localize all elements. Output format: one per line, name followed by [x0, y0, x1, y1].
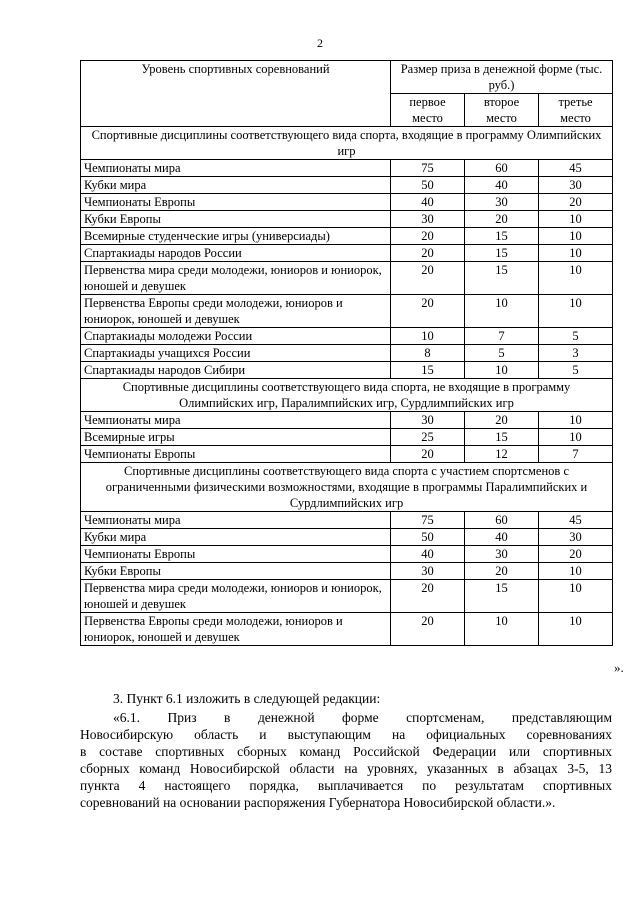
table-row: [81, 512, 613, 529]
prize-place-1: 50: [391, 177, 465, 194]
table-row: [81, 262, 613, 295]
paragraph-line: пункта 4 настоящего порядка, выплачивается по результатам спортивных: [80, 778, 612, 793]
table-row: [81, 345, 613, 362]
prize-place-3: 45: [539, 512, 613, 529]
competition-name: Чемпионаты Европы: [81, 194, 391, 211]
prize-place-1: 20: [391, 446, 465, 463]
table-row: [81, 412, 613, 429]
paragraph-line: соревнований на основании распоряжения Губернатора Новосибирской области.».: [80, 795, 556, 810]
competition-name: Чемпионаты Европы: [81, 446, 391, 463]
section-row: [81, 127, 613, 160]
competition-name: Кубки мира: [81, 529, 391, 546]
paragraph-line: в составе спортивных сборных команд Российской Федерации или спортивных: [80, 744, 612, 759]
prize-place-3: 45: [539, 160, 613, 177]
competition-name: Чемпионаты мира: [81, 512, 391, 529]
table-row: [81, 211, 613, 228]
closing-quote: ».: [614, 660, 624, 675]
prize-place-1: 30: [391, 412, 465, 429]
prize-place-3: 5: [539, 328, 613, 345]
prize-place-2: 15: [465, 228, 539, 245]
prize-place-1: 20: [391, 613, 465, 646]
section-title: Спортивные дисциплины соответствующего вида спорта, не входящие в программу Олимпийских игр, Паралимпийских игр, Сурдлимпийских игр: [81, 379, 613, 412]
prize-place-1: 30: [391, 211, 465, 228]
competition-name: Кубки мира: [81, 177, 391, 194]
prize-place-2: 40: [465, 177, 539, 194]
table-row: [81, 546, 613, 563]
header-place-2: второе место: [465, 94, 539, 127]
table-row: [81, 563, 613, 580]
prize-place-1: 20: [391, 295, 465, 328]
prize-place-2: 20: [465, 211, 539, 228]
prize-place-1: 25: [391, 429, 465, 446]
prize-place-1: 15: [391, 362, 465, 379]
prize-place-1: 10: [391, 328, 465, 345]
table-body: [81, 127, 613, 646]
header-prize: Размер приза в денежной форме (тыс. руб.): [391, 61, 613, 94]
prize-place-2: 60: [465, 160, 539, 177]
prize-place-2: 20: [465, 563, 539, 580]
prize-place-3: 10: [539, 228, 613, 245]
competition-name: Первенства мира среди молодежи, юниоров и юниорок, юношей и девушек: [81, 262, 391, 295]
paragraph-3: 3. Пункт 6.1 изложить в следующей редакции:: [113, 691, 381, 706]
prize-place-3: 10: [539, 211, 613, 228]
prize-place-1: 8: [391, 345, 465, 362]
prize-place-3: 5: [539, 362, 613, 379]
table-row: [81, 295, 613, 328]
prize-place-2: 7: [465, 328, 539, 345]
table-row: [81, 228, 613, 245]
prize-place-3: 10: [539, 262, 613, 295]
prize-table: [80, 60, 613, 646]
competition-name: Спартакиады учащихся России: [81, 345, 391, 362]
prize-place-3: 10: [539, 412, 613, 429]
prize-place-1: 75: [391, 512, 465, 529]
table-row: [81, 194, 613, 211]
prize-place-2: 40: [465, 529, 539, 546]
prize-place-2: 15: [465, 245, 539, 262]
prize-place-1: 40: [391, 546, 465, 563]
prize-place-3: 20: [539, 546, 613, 563]
header-place-1: первое место: [391, 94, 465, 127]
table-row: [81, 160, 613, 177]
prize-place-3: 30: [539, 177, 613, 194]
prize-place-3: 30: [539, 529, 613, 546]
prize-place-2: 20: [465, 412, 539, 429]
prize-place-3: 10: [539, 245, 613, 262]
prize-place-3: 10: [539, 580, 613, 613]
prize-place-1: 50: [391, 529, 465, 546]
competition-name: Первенства Европы среди молодежи, юниоров и юниорок, юношей и девушек: [81, 295, 391, 328]
section-row: [81, 379, 613, 412]
competition-name: Спартакиады народов Сибири: [81, 362, 391, 379]
table-row: [81, 613, 613, 646]
paragraph-6-1: [80, 709, 612, 811]
prize-place-2: 10: [465, 613, 539, 646]
competition-name: Чемпионаты мира: [81, 160, 391, 177]
table-row: [81, 529, 613, 546]
prize-place-3: 10: [539, 295, 613, 328]
competition-name: Всемирные студенческие игры (универсиады): [81, 228, 391, 245]
prize-place-2: 10: [465, 295, 539, 328]
section-title: Спортивные дисциплины соответствующего вида спорта, входящие в программу Олимпийских игр: [81, 127, 613, 160]
prize-place-2: 30: [465, 546, 539, 563]
prize-place-1: 20: [391, 245, 465, 262]
paragraph-line: «6.1. Приз в денежной форме спортсменам, представляющим: [113, 710, 612, 725]
paragraph-line: сборных команд Новосибирской области на уровнях, указанных в абзацах 3-5, 13: [80, 761, 612, 776]
section-title: Спортивные дисциплины соответствующего вида спорта с участием спортсменов с ограниченными физическими возможностями, входящие в программы Паралимпийских и Сурдлимпийских игр: [81, 463, 613, 512]
prize-place-1: 20: [391, 580, 465, 613]
prize-place-3: 7: [539, 446, 613, 463]
prize-place-1: 30: [391, 563, 465, 580]
header-level: Уровень спортивных соревнований: [81, 61, 391, 127]
competition-name: Первенства Европы среди молодежи, юниоров и юниорок, юношей и девушек: [81, 613, 391, 646]
header-place-3: третье место: [539, 94, 613, 127]
prize-place-2: 60: [465, 512, 539, 529]
competition-name: Спартакиады молодежи России: [81, 328, 391, 345]
prize-place-2: 5: [465, 345, 539, 362]
competition-name: Спартакиады народов России: [81, 245, 391, 262]
prize-place-1: 20: [391, 262, 465, 295]
competition-name: Первенства мира среди молодежи, юниоров и юниорок, юношей и девушек: [81, 580, 391, 613]
prize-place-1: 75: [391, 160, 465, 177]
prize-place-1: 40: [391, 194, 465, 211]
competition-name: Кубки Европы: [81, 211, 391, 228]
table-row: [81, 245, 613, 262]
table-row: [81, 446, 613, 463]
competition-name: Всемирные игры: [81, 429, 391, 446]
prize-place-3: 10: [539, 613, 613, 646]
prize-place-3: 20: [539, 194, 613, 211]
prize-place-3: 10: [539, 563, 613, 580]
prize-place-1: 20: [391, 228, 465, 245]
page-number: 2: [317, 36, 323, 50]
competition-name: Чемпионаты Европы: [81, 546, 391, 563]
prize-place-2: 12: [465, 446, 539, 463]
prize-place-2: 15: [465, 429, 539, 446]
prize-place-2: 10: [465, 362, 539, 379]
table-row: [81, 362, 613, 379]
table-row: [81, 177, 613, 194]
section-row: [81, 463, 613, 512]
table-row: [81, 429, 613, 446]
prize-place-3: 3: [539, 345, 613, 362]
competition-name: Чемпионаты мира: [81, 412, 391, 429]
prize-place-2: 30: [465, 194, 539, 211]
table-row: [81, 328, 613, 345]
prize-place-2: 15: [465, 580, 539, 613]
table-row: [81, 580, 613, 613]
prize-place-2: 15: [465, 262, 539, 295]
competition-name: Кубки Европы: [81, 563, 391, 580]
prize-place-3: 10: [539, 429, 613, 446]
paragraph-line: Новосибирскую область и выступающим на официальных соревнованиях: [80, 727, 612, 742]
